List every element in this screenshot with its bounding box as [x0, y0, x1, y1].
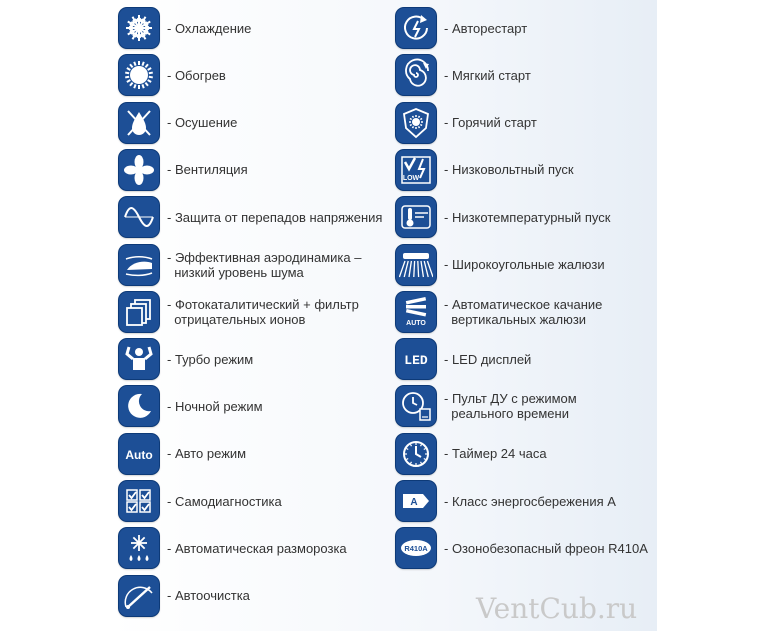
feature-item [396, 103, 537, 143]
sun-icon [119, 55, 159, 95]
feature-label [167, 352, 253, 367]
wide-louvers-icon [396, 245, 436, 285]
snowflake-icon [119, 8, 159, 48]
feature-label-line: - Горячий старт [444, 115, 537, 131]
feature-item [396, 292, 602, 332]
feature-item [119, 197, 382, 237]
feature-label-line: - Пульт ДУ с режимом [444, 391, 577, 407]
feature-label-line: - Озонобезопасный фреон R410A [444, 540, 648, 556]
feature-label-line: - Автоматическое качание [444, 296, 603, 312]
feature-label-line: - Вентиляция [167, 162, 248, 178]
feature-label-line: - Защита от перепадов напряжения [167, 209, 383, 225]
feature-item [396, 339, 531, 379]
feature-label [444, 352, 531, 367]
feature-label-line: отрицательных ионов [167, 311, 306, 327]
hot-start-icon [396, 103, 436, 143]
feature-label [444, 541, 648, 556]
feature-label-line: - Класс энергосбережения А [444, 493, 616, 509]
feature-label [444, 446, 547, 461]
remote-clock-icon [396, 386, 436, 426]
feature-label-line: - Эффективная аэродинамика – [167, 249, 362, 265]
feature-label-line: реального времени [444, 406, 569, 422]
feature-label-line: - Авторестарт [444, 20, 528, 36]
feature-item [396, 481, 616, 521]
feature-label [167, 446, 246, 461]
feature-item [396, 528, 648, 568]
feature-label [444, 391, 577, 421]
feature-label [444, 21, 527, 36]
feature-item [396, 150, 574, 190]
auto-swing-icon [396, 292, 436, 332]
feature-label [444, 210, 610, 225]
feature-label [167, 162, 248, 177]
feature-label-line: - Таймер 24 часа [444, 446, 547, 462]
led-icon [396, 339, 436, 379]
feature-item [396, 197, 610, 237]
clock-icon [396, 434, 436, 474]
filter-icon [119, 292, 159, 332]
feature-item [396, 8, 527, 48]
moon-icon [119, 386, 159, 426]
feature-label [167, 115, 237, 130]
feature-label-line: - LED дисплей [444, 351, 532, 367]
feature-item [119, 150, 248, 190]
feature-label-line: вертикальных жалюзи [444, 311, 587, 327]
energy-class-icon [396, 481, 436, 521]
feature-label-line: - Обогрев [167, 67, 226, 83]
svg-text:LOW: LOW [402, 174, 420, 182]
feature-label-line: - Широкоугольные жалюзи [444, 257, 605, 272]
auto-restart-icon [396, 8, 436, 48]
feature-item [119, 434, 246, 474]
feature-label-line: - Низковольтный пуск [444, 162, 574, 178]
feature-item [119, 528, 347, 568]
feature-item [119, 339, 253, 379]
defrost-icon [119, 528, 159, 568]
fan-icon [119, 150, 159, 190]
strongman-icon [119, 339, 159, 379]
feature-label-line: - Самодиагностика [167, 493, 282, 509]
feature-label [167, 250, 361, 280]
watermark: VentCub.ru [476, 592, 638, 625]
svg-text:AUTO: AUTO [406, 319, 426, 327]
feature-label-line: - Осушение [167, 115, 238, 131]
svg-text:A: A [410, 497, 418, 508]
low-voltage-icon [396, 150, 436, 190]
feature-label [444, 68, 531, 83]
feature-label-line: - Авто режим [167, 446, 247, 462]
feature-item [119, 55, 226, 95]
feature-label [167, 494, 282, 509]
feature-item [119, 103, 237, 143]
svg-text:Auto: Auto [125, 447, 153, 462]
svg-text:LED: LED [404, 353, 428, 369]
svg-text:R410A: R410A [404, 544, 428, 554]
low-temp-icon [396, 197, 436, 237]
feature-item [119, 8, 251, 48]
feature-label [167, 68, 226, 83]
feature-label-line: - Низкотемпературный пуск [444, 209, 611, 225]
feature-label [444, 115, 537, 130]
feature-label-line: - Ночной режим [167, 398, 263, 414]
feature-label-line: - Автоочистка [167, 588, 250, 604]
feature-item [396, 434, 547, 474]
feature-item [396, 245, 605, 285]
feature-label-line: - Автоматическая разморозка [167, 540, 347, 556]
feature-label [444, 494, 616, 509]
refrigerant-icon [396, 528, 436, 568]
feature-label-line: - Мягкий старт [444, 67, 531, 83]
feature-item [119, 245, 361, 285]
feature-label-line: - Турбо режим [167, 351, 254, 367]
drop-icon [119, 103, 159, 143]
feature-label [167, 399, 263, 414]
feature-label-line: - Фотокаталитический + фильтр [167, 296, 359, 312]
feature-item [119, 292, 359, 332]
feature-label [167, 297, 359, 327]
feature-item [396, 386, 577, 426]
feature-label [167, 588, 250, 603]
feature-label-line: - Охлаждение [167, 20, 252, 36]
feature-label-line: низкий уровень шума [167, 264, 304, 280]
feature-label [167, 210, 382, 225]
aerodynamics-icon [119, 245, 159, 285]
auto-text-icon [119, 434, 159, 474]
soft-start-icon [396, 55, 436, 95]
feature-item [119, 386, 263, 426]
wiper-icon [119, 576, 159, 616]
feature-label [444, 162, 574, 177]
feature-label [444, 257, 605, 272]
checklist-icon [119, 481, 159, 521]
feature-item [396, 55, 531, 95]
sine-wave-icon [119, 197, 159, 237]
feature-label [167, 541, 347, 556]
feature-label [444, 297, 602, 327]
feature-item [119, 481, 282, 521]
feature-item [119, 576, 250, 616]
feature-label [167, 21, 251, 36]
